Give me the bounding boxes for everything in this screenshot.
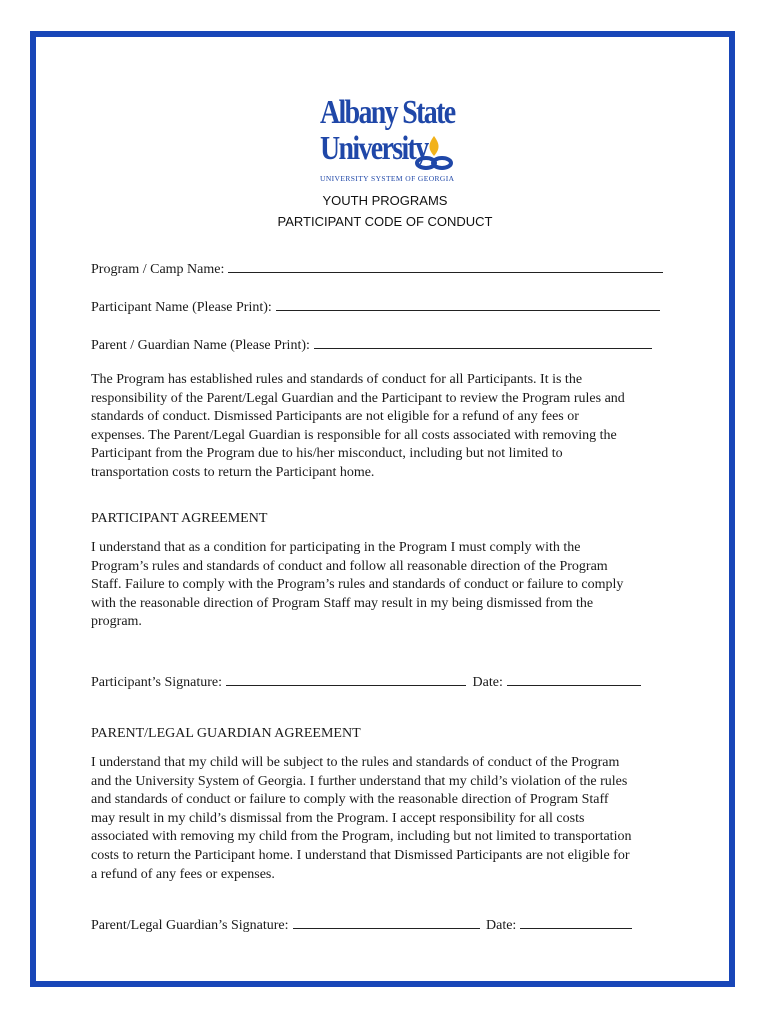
- guardian-signature-label: Parent/Legal Guardian’s Signature:: [91, 918, 289, 933]
- participant-agreement-line: with the reasonable direction of Program Staff may result in my being dismissed from the: [91, 595, 594, 611]
- logo-line-2: University: [320, 130, 428, 167]
- document-title: YOUTH PROGRAMS: [322, 193, 448, 208]
- intro-line: expenses. The Parent/Legal Guardian is responsible for all costs associated with removing the: [91, 427, 617, 443]
- program-camp-name-field[interactable]: [91, 258, 663, 278]
- logo-line-1: Albany State: [320, 94, 455, 131]
- participant-agreement-line: Staff. Failure to comply with the Program’s rules and standards of conduct or failure to comply: [91, 577, 624, 593]
- guardian-agreement-heading: PARENT/LEGAL GUARDIAN AGREEMENT: [91, 726, 361, 741]
- participant-date-blank[interactable]: [507, 671, 641, 686]
- guardian-agreement-line: a refund of any fees or expenses.: [91, 866, 275, 882]
- guardian-agreement-line: may result in my child’s dismissal from the Program. I accept responsibility for all costs: [91, 810, 585, 826]
- guardian-date-label: Date:: [486, 918, 517, 933]
- intro-line: Participant from the Program due to his/her misconduct, including but not limited to: [91, 446, 563, 462]
- parent-guardian-name-field[interactable]: [91, 334, 652, 354]
- document-subtitle: PARTICIPANT CODE OF CONDUCT: [277, 214, 493, 229]
- guardian-agreement-line: costs to return the Participant home. I understand that Dismissed Participants are not eligible for: [91, 847, 630, 863]
- guardian-agreement-paragraph: [91, 754, 691, 884]
- participant-agreement-line: Program’s rules and standards of conduct and follow all reasonable direction of the Program: [91, 558, 608, 574]
- guardian-signature-row[interactable]: [91, 914, 632, 934]
- logo-system-line: UNIVERSITY SYSTEM OF GEORGIA: [320, 174, 455, 183]
- intro-line: transportation costs to return the Participant home.: [91, 464, 375, 480]
- participant-signature-blank[interactable]: [226, 671, 466, 686]
- guardian-agreement-line: and standards of conduct or failure to comply with the reasonable direction of Program Staff: [91, 792, 609, 808]
- program-camp-name-blank[interactable]: [228, 258, 663, 273]
- participant-agreement-heading: PARTICIPANT AGREEMENT: [91, 511, 268, 526]
- participant-name-field[interactable]: [91, 296, 660, 316]
- participant-agreement-paragraph: [91, 539, 691, 632]
- intro-line: standards of conduct. Dismissed Participants are not eligible for a refund of any fees or: [91, 409, 579, 425]
- guardian-agreement-line: associated with removing my child from the Program, including but not limited to transportation: [91, 829, 632, 845]
- participant-signature-row[interactable]: [91, 671, 641, 691]
- guardian-agreement-line: I understand that my child will be subject to the rules and standards of conduct of the Program: [91, 755, 620, 770]
- program-camp-name-label: Program / Camp Name:: [91, 262, 225, 277]
- guardian-agreement-line: and the University System of Georgia. I further understand that my child’s violation of the rules: [91, 773, 628, 789]
- participant-signature-label: Participant’s Signature:: [91, 675, 223, 690]
- torch-emblem-icon: [414, 134, 454, 174]
- guardian-date-blank[interactable]: [520, 914, 632, 929]
- participant-name-blank[interactable]: [276, 296, 660, 311]
- university-logo: [318, 94, 454, 188]
- intro-paragraph: [91, 371, 691, 483]
- intro-line: The Program has established rules and standards of conduct for all Participants. It is the: [91, 372, 583, 387]
- intro-line: responsibility of the Parent/Legal Guardian and the Participant to review the Program rules and: [91, 390, 625, 406]
- parent-guardian-name-label: Parent / Guardian Name (Please Print):: [91, 338, 310, 353]
- participant-agreement-line: program.: [91, 614, 142, 630]
- participant-agreement-line: I understand that as a condition for participating in the Program I must comply with the: [91, 540, 581, 555]
- guardian-signature-blank[interactable]: [293, 914, 480, 929]
- participant-date-label: Date:: [472, 675, 503, 690]
- participant-name-label: Participant Name (Please Print):: [91, 300, 272, 315]
- parent-guardian-name-blank[interactable]: [314, 334, 652, 349]
